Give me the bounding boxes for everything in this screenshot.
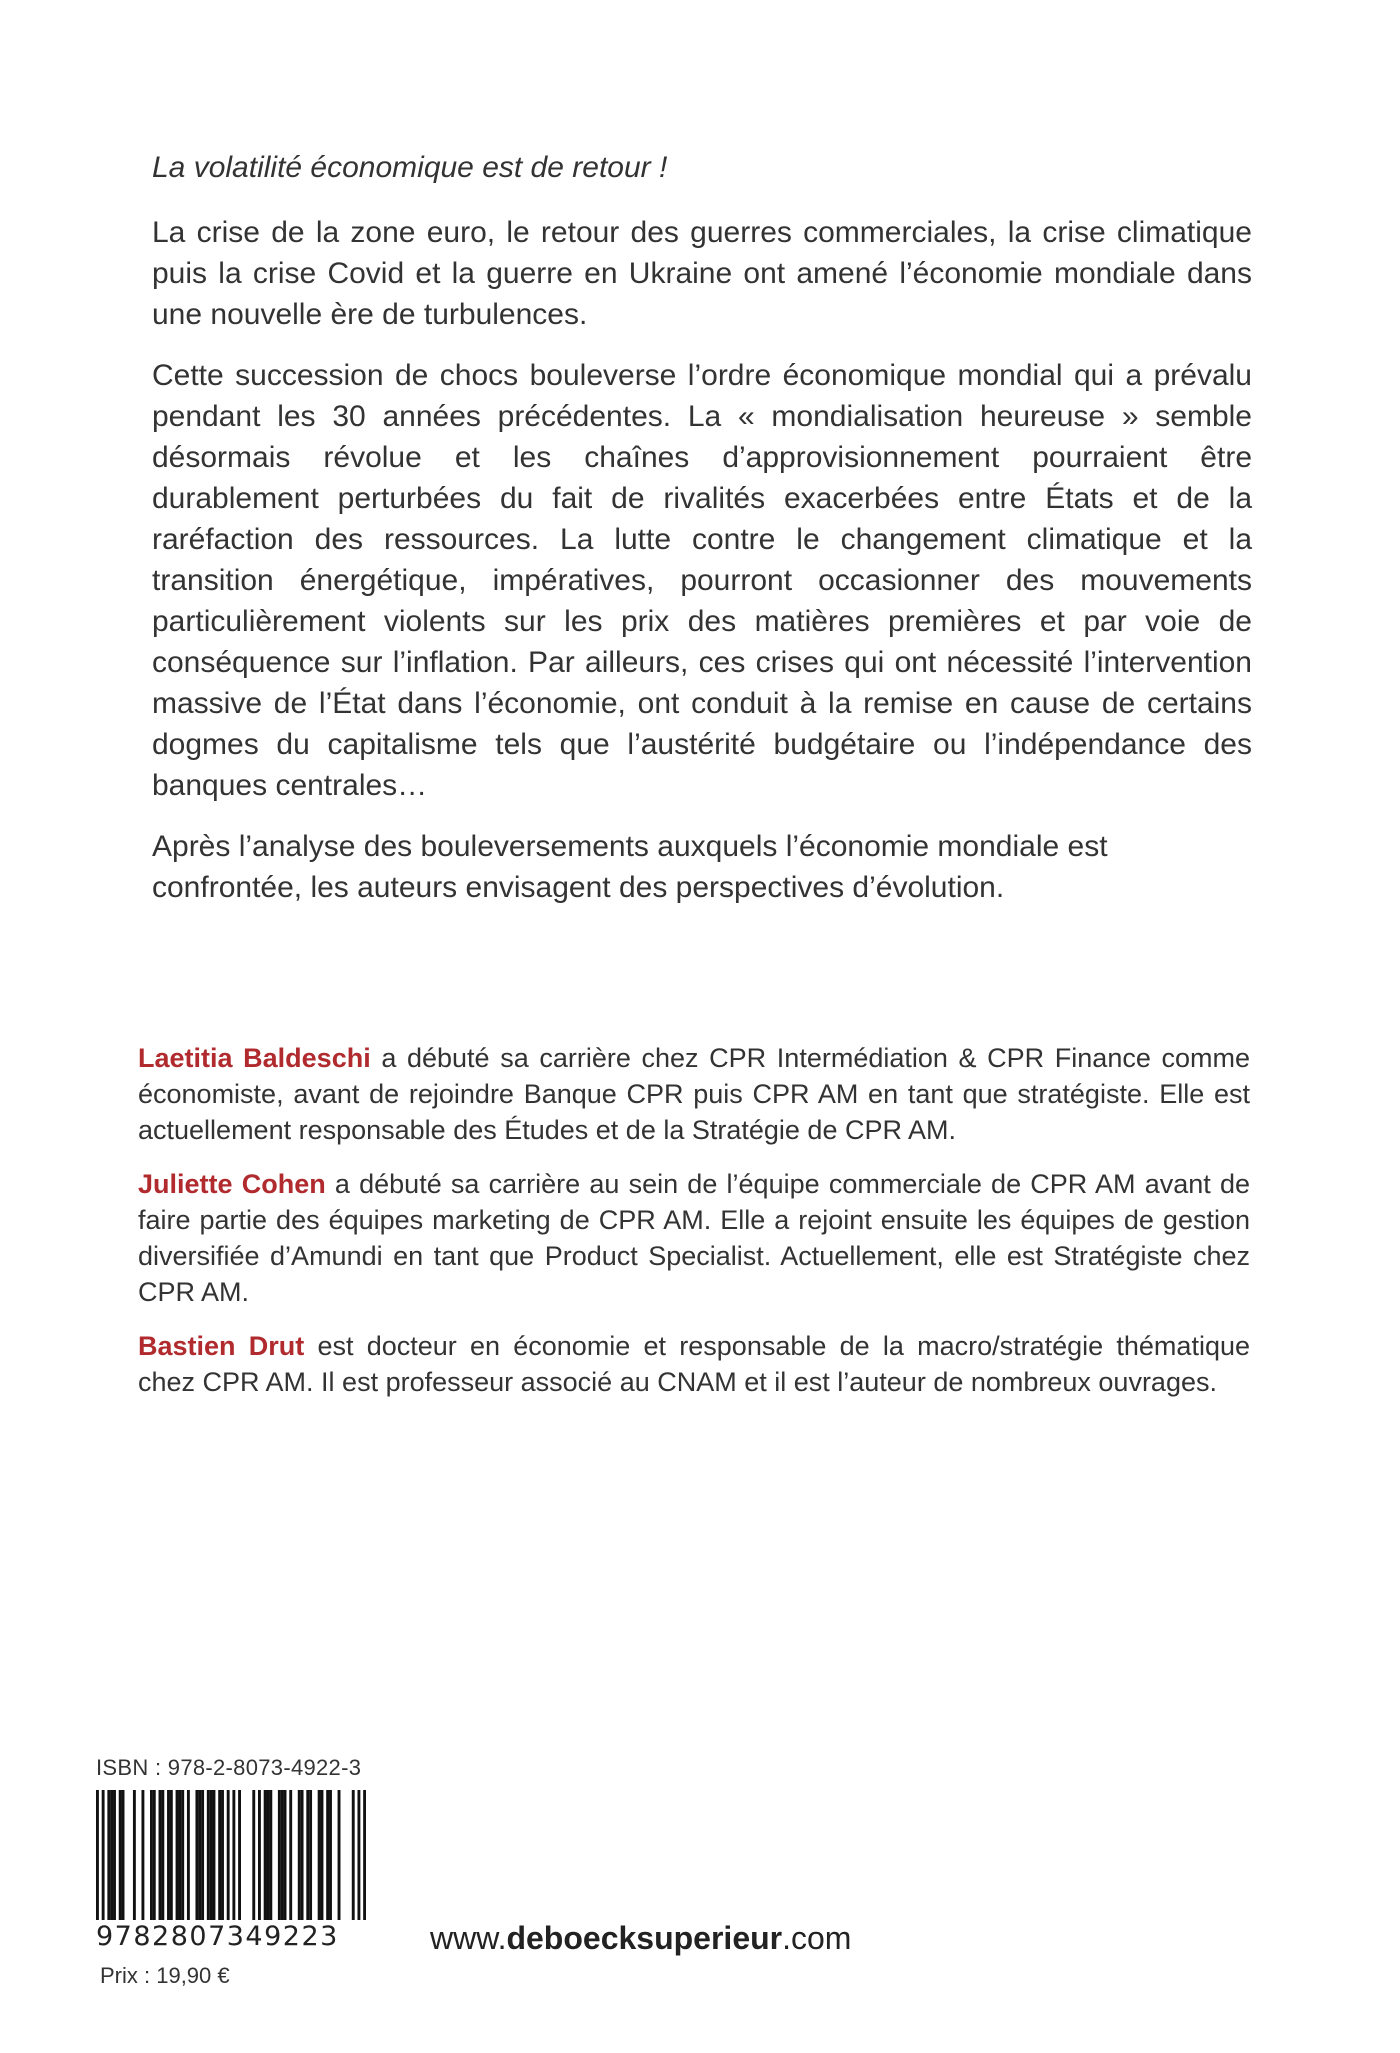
publisher-website[interactable]	[430, 1918, 851, 1958]
author-bio-drut	[138, 1328, 1250, 1400]
author-bios	[138, 1040, 1250, 1418]
tagline: La volatilité économique est de retour !	[152, 151, 668, 184]
barcode-icon	[96, 1790, 366, 1920]
author-name: Juliette Cohen	[138, 1169, 326, 1199]
barcode-digits: 9782807349223	[96, 1921, 339, 1952]
website-brand: deboecksuperieur	[506, 1920, 783, 1956]
website-suffix: .com	[782, 1920, 852, 1956]
author-bio-text: a débuté sa carrière chez CPR Intermédiation & CPR Finance comme économiste, avant de rejoindre Banque CPR puis CPR AM en tant que stratégiste. Elle est actuellement responsable des Études et de la Stratégie de CPR AM.	[138, 1043, 1250, 1145]
summary-paragraph-2: Cette succession de chocs bouleverse l’ordre économique mondial qui a prévalu pendant les 30 années précédentes. La « mondialisation heureuse » semble désormais révolue et les chaînes d’approvisionnement pourraient être durablement perturbées du fait de rivalités exacerbées entre États et de la raréfaction des ressources. La lutte contre le changement climatique et la transition énergétique, impératives, pourront occasionner des mouvements particulièrement violents sur les prix des matières premières et par voie de conséquence sur l’inflation. Par ailleurs, ces crises qui ont nécessité l’intervention massive de l’État dans l’économie, ont conduit à la remise en cause de certains dogmes du capitalisme tels que l’austérité budgétaire ou l’indépendance des banques centrales…	[152, 359, 1252, 802]
website-prefix: www.	[430, 1920, 507, 1956]
author-bio-text: a débuté sa carrière au sein de l’équipe commerciale de CPR AM avant de faire partie des équipes marketing de CPR AM. Elle a rejoint ensuite les équipes de gestion diversifiée d’Amundi en tant que Product Specialist. Actuellement, elle est Stratégiste chez CPR AM.	[138, 1169, 1250, 1307]
author-bio-text: est docteur en économie et responsable de la macro/stratégie thématique chez CPR AM. Il est professeur associé au CNAM et il est l’auteur de nombreux ouvrages.	[138, 1331, 1250, 1397]
summary-paragraph-1: La crise de la zone euro, le retour des guerres commerciales, la crise climatique puis la crise Covid et la guerre en Ukraine ont amené l’économie mondiale dans une nouvelle ère de turbulences.	[152, 216, 1252, 331]
price: Prix : 19,90 €	[100, 1963, 230, 1988]
isbn-label: ISBN : 978-2-8073-4922-3	[96, 1755, 362, 1780]
book-summary	[152, 148, 1252, 928]
author-name: Bastien Drut	[138, 1331, 305, 1361]
isbn-block	[96, 1754, 366, 1990]
summary-paragraph-3: Après l’analyse des bouleversements auxquels l’économie mondiale est confrontée, les auteurs envisagent des perspectives d’évolution.	[152, 830, 1108, 904]
author-name: Laetitia Baldeschi	[138, 1043, 371, 1073]
author-bio-cohen	[138, 1166, 1250, 1310]
author-bio-baldeschi	[138, 1040, 1250, 1148]
